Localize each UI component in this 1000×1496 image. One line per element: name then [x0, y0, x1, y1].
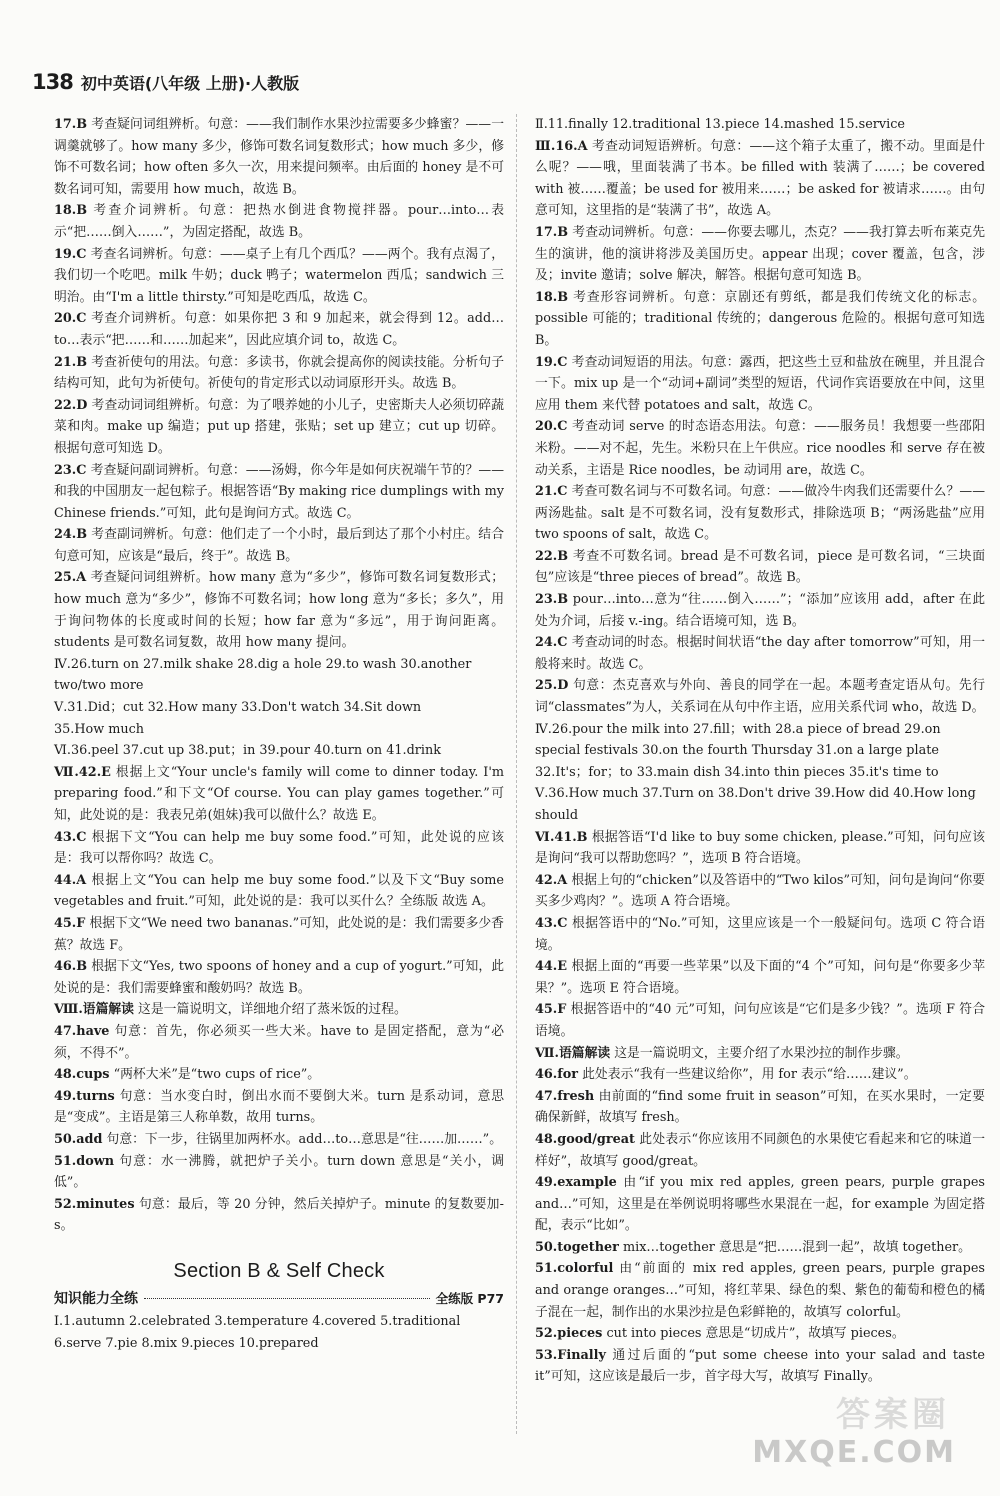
answer-entry: [535, 870, 985, 913]
answer-number: Ⅷ.语篇解读: [54, 1002, 134, 1018]
answer-number: 53.Finally: [535, 1347, 606, 1363]
answer-number: 23.B: [535, 592, 569, 608]
answer-explanation: 根据上面的“再要一些苹果”以及下面的“4 个”可知，问句是“你要多少苹果？”。选项 E 符合语境。: [535, 959, 986, 996]
answer-entry: [54, 999, 504, 1021]
answer-entry: [535, 999, 985, 1042]
answer-entry: [535, 1064, 985, 1086]
answer-explanation: 考查形容词辨析。句意：京剧还有剪纸，都是我们传统文化的标志。possible 可能的；traditional 传统的；dangerous 危险的。根据句意可知选 B。: [535, 289, 986, 348]
answer-explanation: 考查祈使句的用法。句意：多读书，你就会提高你的阅读技能。分析句子结构可知，此句为祈使句。祈使句的肯定形式以动词原形开头。故选 B。: [54, 354, 504, 392]
answer-entry: [535, 1086, 985, 1129]
answer-explanation: 根据答语中的“40 元”可知，问句应该是“它们是多少钱？”。选项 F 符合语境。: [535, 1002, 985, 1039]
answer-number: 44.A: [54, 872, 87, 888]
answer-entry: [54, 460, 504, 525]
short-answer-line: Ⅱ.11.finally 12.traditional 13.piece 14.mashed 15.service: [535, 117, 905, 132]
answer-number: 21.C: [535, 484, 568, 500]
answer-number: 17.B: [54, 117, 88, 132]
answer-number: 48.cups: [54, 1067, 110, 1083]
answer-entry: [54, 395, 504, 460]
answer-number: 45.F: [535, 1002, 567, 1018]
answer-number: Ⅶ.语篇解读: [535, 1045, 611, 1061]
answer-entry: [54, 1129, 504, 1151]
answer-explanation: 考查动词辨析。句意：——你要去哪儿，杰克？——我打算去听布莱克先生的演讲，他的演讲将涉及美国历史。appear 出现；cover 覆盖，包含，涉及；invite 邀请；solve 解决，解答。根据句意可知选 B。: [535, 224, 985, 284]
answer-entry: [54, 1021, 504, 1064]
answer-entry: [54, 1194, 504, 1237]
answer-number: Ⅲ.16.A: [535, 138, 588, 154]
answer-entry: [535, 1043, 985, 1065]
short-answer-line: Ⅵ.36.peel 37.cut up 38.put；in 39.pour 40.turn on 41.drink: [54, 743, 441, 759]
answer-explanation: 这是一篇说明文，主要介绍了水果沙拉的制作步骤。: [614, 1045, 909, 1061]
answer-number: 50.together: [535, 1239, 619, 1255]
answer-explanation: 考查动词短语的用法。句意：露西，把这些土豆和盐放在碗里，并且混合一下。mix up 是一个“动词+副词”类型的短语，代词作宾语要放在中间，这里应用 them 来代替 potatoes and salt，故选 C。: [535, 354, 986, 413]
answer-explanation: pour…into…意为“往……倒入……”；“添加”应该用 add，after 在此处为介词，后接 v.-ing。结合语境可知，选 B。: [535, 592, 985, 629]
answer-explanation: 根据下文“Yes, two spoons of honey and a cup of yogurt.”可知，此处说的是：我们需要蜂蜜和酸奶吗？故选 B。: [54, 959, 504, 996]
dotted-leader: [144, 1298, 430, 1299]
answer-explanation: 考查副词辨析。句意：他们走了一个小时，最后到达了那个小村庄。结合句意可知，应该是“最后，终于”。故选 B。: [54, 527, 504, 564]
answer-explanation: 考查疑问词组辨析。句意：——我们制作水果沙拉需要多少蜂蜜？——一调羹就够了。how many 多少，修饰可数名词复数形式；how much 多少，修饰不可数名词；how often 多久一次，用来提问频率。由后面的 honey 是不可数名词可知，需要用 how much，故选 B。: [54, 117, 504, 197]
answer-explanation: 考查动词词组辨析。句意：为了喂养她的小儿子，史密斯夫人必须切碎蔬菜和肉。make up 编造；put up 搭建，张贴；set up 建立；cut up 切碎。根据句意可知选 D。: [54, 397, 504, 456]
answer-number: 49.turns: [54, 1088, 115, 1104]
answer-number: 25.A: [54, 570, 87, 586]
answer-entry: [535, 481, 985, 546]
short-answer-line: Ⅴ.31.Did；cut 32.How many 33.Don't watch 34.Sit down: [54, 700, 422, 716]
answer-number: 20.C: [54, 311, 87, 327]
answer-number: 52.minutes: [54, 1196, 135, 1212]
short-answer-line: Ⅳ.26.turn on 27.milk shake 28.dig a hole 29.to wash 30.another two/two more: [54, 656, 472, 694]
answer-number: 22.B: [535, 548, 569, 564]
answer-number: 20.C: [535, 419, 568, 435]
knowledge-page-ref: 全练版 P77: [435, 1291, 504, 1307]
answer-entry: [54, 1086, 504, 1129]
answer-entry: [535, 827, 985, 870]
answer-number: 46.B: [54, 959, 88, 975]
short-answer-line: Ⅰ.1.autumn 2.celebrated 3.temperature 4.covered 5.traditional: [54, 1314, 461, 1330]
page-header: [32, 70, 970, 110]
answer-entry: [54, 244, 504, 309]
answer-explanation: 由前面的“find some fruit in season”可知，在买水果时，一定要确保新鲜，故填写 fresh。: [535, 1088, 985, 1126]
answer-explanation: 句意：杰克喜欢与外向、善良的同学在一起。本题考查定语从句。先行词“classmates”为人，关系词在从句中作主语，应用关系代词 who，故选 D。: [535, 678, 986, 716]
answer-explanation: 根据上句的“chicken”以及答语中的“Two kilos”可知，问句是询问“你要买多少鸡肉？”。选项 A 符合语境。: [535, 872, 985, 910]
answer-explanation: 考查名词辨析。句意：——桌子上有几个西瓜？——两个。我有点渴了，我们切一个吃吧。milk 牛奶；duck 鸭子；watermelon 西瓜；sandwich 三明治。由“I'm a little thirsty.”可知是吃西瓜，故选 C。: [54, 246, 504, 305]
answer-entry: [535, 416, 985, 481]
watermark-line1: 答案圈: [836, 1395, 950, 1435]
answer-number: 24.B: [54, 527, 88, 543]
book-title: 初中英语(八年级 上册)·人教版: [80, 74, 300, 93]
answer-entry: [535, 956, 985, 999]
answer-explanation: 根据下文“You can help me buy some food.”可知，此处说的应该是：我可以帮你吗？故选 C。: [54, 829, 504, 867]
answer-entry: [535, 913, 985, 956]
answer-explanation: 根据下文“We need two bananas.”可知，此处说的是：我们需要多少香蕉？故选 F。: [54, 915, 504, 953]
answer-explanation: mix…together 意思是“把……混到一起”，故填 together。: [622, 1239, 971, 1255]
left-column: [54, 114, 504, 1354]
answer-entry: [54, 352, 504, 395]
answer-number: 17.B: [535, 224, 569, 240]
answer-entry: [54, 870, 504, 913]
watermark-line2: MXQE.COM: [752, 1435, 956, 1470]
answer-explanation: 根据上文“Your uncle's family will come to dinner today. I'm preparing food.”和下文“Of course. You can play games together.”可知，此处说的是：我表兄弟(姐妹)我可以做什么？故选 E。: [54, 764, 504, 823]
column-divider: [516, 114, 518, 1434]
answer-entry: [54, 524, 504, 567]
knowledge-practice-bar: [54, 1288, 504, 1311]
answer-number: Ⅵ.41.B: [535, 829, 588, 845]
answer-entry: [54, 114, 504, 200]
answer-number: 47.fresh: [535, 1088, 595, 1104]
answer-number: 21.B: [54, 354, 88, 370]
answer-number: Ⅶ.42.E: [54, 764, 111, 780]
answer-number: 51.colorful: [535, 1261, 614, 1277]
answer-number: 49.example: [535, 1175, 617, 1191]
answer-explanation: 考查动词短语辨析。句意：——这个箱子太重了，搬不动。里面是什么呢？——哦，里面装满了书本。be filled with 装满了……；be covered with 被……覆盖；be used for 被用来……；be asked for 被请求……。由句意可知，这里指的是“装满了书”，故选 A。: [535, 138, 986, 219]
answer-number: 19.C: [54, 246, 87, 262]
answer-entry: [535, 1258, 985, 1323]
answer-explanation: 考查不可数名词。bread 是不可数名词，piece 是可数名词，“三块面包”应该是“three pieces of bread”。故选 B。: [535, 548, 985, 586]
answer-entry: [535, 1129, 985, 1172]
short-answer-line: 35.How much: [54, 721, 145, 737]
answer-number: 45.F: [54, 915, 86, 931]
answer-number: 43.C: [535, 915, 568, 931]
answer-number: 25.D: [535, 678, 569, 694]
answer-entry: [535, 632, 985, 675]
answer-explanation: 根据答语中的“No.”可知，这里应该是一个一般疑问句。选项 C 符合语境。: [535, 915, 985, 953]
answer-number: 43.C: [54, 829, 87, 845]
answer-entry: [535, 222, 985, 287]
answer-entry: [535, 352, 985, 417]
answer-entry: [535, 1172, 985, 1237]
knowledge-label: 知识能力全练: [54, 1291, 138, 1308]
answer-number: 22.D: [54, 397, 88, 413]
answer-explanation: 由“if you mix red apples, green pears, purple grapes and…”可知，这里是在举例说明将哪些水果混在一起，for example 为固定搭配，表示“比如”。: [535, 1175, 985, 1234]
short-answer-line: 6.serve 7.pie 8.mix 9.pieces 10.prepared: [54, 1335, 319, 1351]
answer-number: 42.A: [535, 872, 568, 888]
answer-explanation: 由“前面的 mix red apples, green pears, purple grapes and orange oranges…”可知，将红苹果、绿色的梨、紫色的葡萄和橙色的橘子混在一起，制作出的水果沙拉是色彩鲜艳的，故填写 colorful。: [535, 1261, 985, 1320]
answer-entry: [54, 567, 504, 653]
answer-explanation: 此处表示“你应该用不同颜色的水果使它看起来和它的味道一样好”，故填写 good/great。: [535, 1131, 985, 1169]
answer-entry: [535, 589, 985, 632]
answer-entry: [54, 308, 504, 351]
answer-explanation: 考查可数名词与不可数名词。句意：——做冷牛肉我们还需要什么？——两汤匙盐。salt 是不可数名词，没有复数形式，排除选项 B；“两汤匙盐”应用 two spoons of salt，故选 C。: [535, 484, 985, 543]
answer-number: 48.good/great: [535, 1131, 635, 1147]
watermark-logo: [752, 1395, 980, 1486]
answer-entry: [535, 1237, 985, 1259]
answer-entry: [535, 1345, 985, 1388]
answer-entry: [535, 1323, 985, 1345]
page-number: 138: [32, 70, 73, 94]
answer-explanation: cut into pieces 意思是“切成片”，故填写 pieces。: [606, 1326, 905, 1342]
answer-explanation: 考查介词辨析。句意：把热水倒进食物搅拌器。pour…into…表示“把……倒入……”，为固定搭配，故选 B。: [54, 203, 505, 240]
answer-number: 51.down: [54, 1153, 115, 1169]
answer-explanation: 通过后面的“put some cheese into your salad and taste it”可知，这应该是最后一步，首字母大写，故填写 Finally。: [535, 1347, 985, 1385]
right-column: [535, 114, 985, 1388]
answer-entry: [54, 762, 504, 827]
answer-explanation: 考查动词 serve 的时态语态用法。句意：——服务员！我想要一些邵阳米粉。——对不起，先生。米粉只在上午供应。rice noodles 和 serve 存在被动关系，主语是 Rice noodles，be 动词用 are，故选 C。: [535, 419, 985, 478]
answer-number: 24.C: [535, 635, 568, 651]
answer-entry: [535, 546, 985, 589]
answer-explanation: 句意：下一步，往锅里加两杯水。add…to…意思是“往……加……”。: [106, 1131, 502, 1147]
answer-explanation: 这是一篇说明文，详细地介绍了蒸米饭的过程。: [138, 1002, 407, 1018]
answer-explanation: 根据上文“You can help me buy some food.”以及下文“Buy some vegetables and fruit.”可知，此处说的是：我可以买什么？全练版 故选 A。: [54, 872, 504, 910]
answer-entry: [535, 136, 985, 222]
answer-entry: [54, 956, 504, 999]
answer-explanation: “两杯大米”是“two cups of rice”。: [113, 1067, 321, 1083]
answer-number: 23.C: [54, 462, 87, 478]
answer-entry: [54, 1151, 504, 1194]
answer-number: 52.pieces: [535, 1326, 603, 1342]
answer-explanation: 考查疑问词组辨析。how many 意为“多少”，修饰可数名词复数形式；how much 意为“多少”，修饰不可数名词；how long 意为“多长；多久”，用于询问物体的长度或时间的长短；how far 意为“多远”，用于询问距离。students 是可数名词复数，故用 how many 提问。: [54, 570, 504, 651]
answer-explanation: 考查介词辨析。句意：如果你把 3 和 9 加起来，就会得到 12。add…to…表示“把……和……加起来”，因此应填介词 to，故选 C。: [54, 311, 504, 348]
answer-number: 47.have: [54, 1023, 110, 1039]
answer-entry: [54, 913, 504, 956]
answer-explanation: 句意：首先，你必须买一些大米。have to 是固定搭配，意为“必须，不得不”。: [54, 1023, 504, 1061]
answer-explanation: 此处表示“我有一些建议给你”，用 for 表示“给……建议”。: [582, 1067, 917, 1083]
short-answer-line: Ⅳ.26.pour the milk into 27.fill；with 28.a piece of bread 29.on special festivals 30.on the fourth Thursday 31.on a large plate 32.It's；for；to 33.main dish 34.into thin pieces 35.it's time to: [535, 721, 941, 780]
answer-explanation: 句意：水一沸腾，就把炉子关小。turn down 意思是“关小，调低”。: [54, 1153, 504, 1191]
section-heading: Section B & Self Check: [173, 1259, 385, 1282]
answer-explanation: 考查疑问副词辨析。句意：——汤姆，你今年是如何庆祝端午节的？——和我的中国朋友一起包粽子。根据答语“By making rice dumplings with my Chinese friends.”可知，此句是询问方式。故选 C。: [54, 462, 504, 521]
answer-number: 46.for: [535, 1067, 579, 1083]
answer-entry: [535, 287, 985, 352]
answer-number: 50.add: [54, 1131, 103, 1147]
answer-number: 44.E: [535, 959, 568, 975]
answer-entry: [54, 827, 504, 870]
answer-explanation: 句意：当水变白时，倒出水而不要倒大米。turn 是系动词，意思是“变成”。主语是第三人称单数，故用 turns。: [54, 1088, 504, 1126]
answer-explanation: 考查动词的时态。根据时间状语“the day after tomorrow”可知，用一般将来时。故选 C。: [535, 635, 985, 672]
answer-number: 18.B: [54, 203, 88, 219]
answer-number: 19.C: [535, 354, 568, 370]
answer-entry: [54, 200, 504, 243]
answer-explanation: 根据答语“I'd like to buy some chicken, please.”可知，问句应该是询问“我可以帮助您吗？”，选项 B 符合语境。: [535, 829, 985, 867]
answer-number: 18.B: [535, 289, 569, 305]
answer-entry: [54, 1064, 504, 1086]
short-answer-line: Ⅴ.36.How much 37.Turn on 38.Don't drive 39.How did 40.How long should: [535, 786, 976, 823]
answer-entry: [535, 675, 985, 718]
answer-explanation: 句意：最后，等 20 分钟，然后关掉炉子。minute 的复数要加-s。: [54, 1196, 504, 1234]
